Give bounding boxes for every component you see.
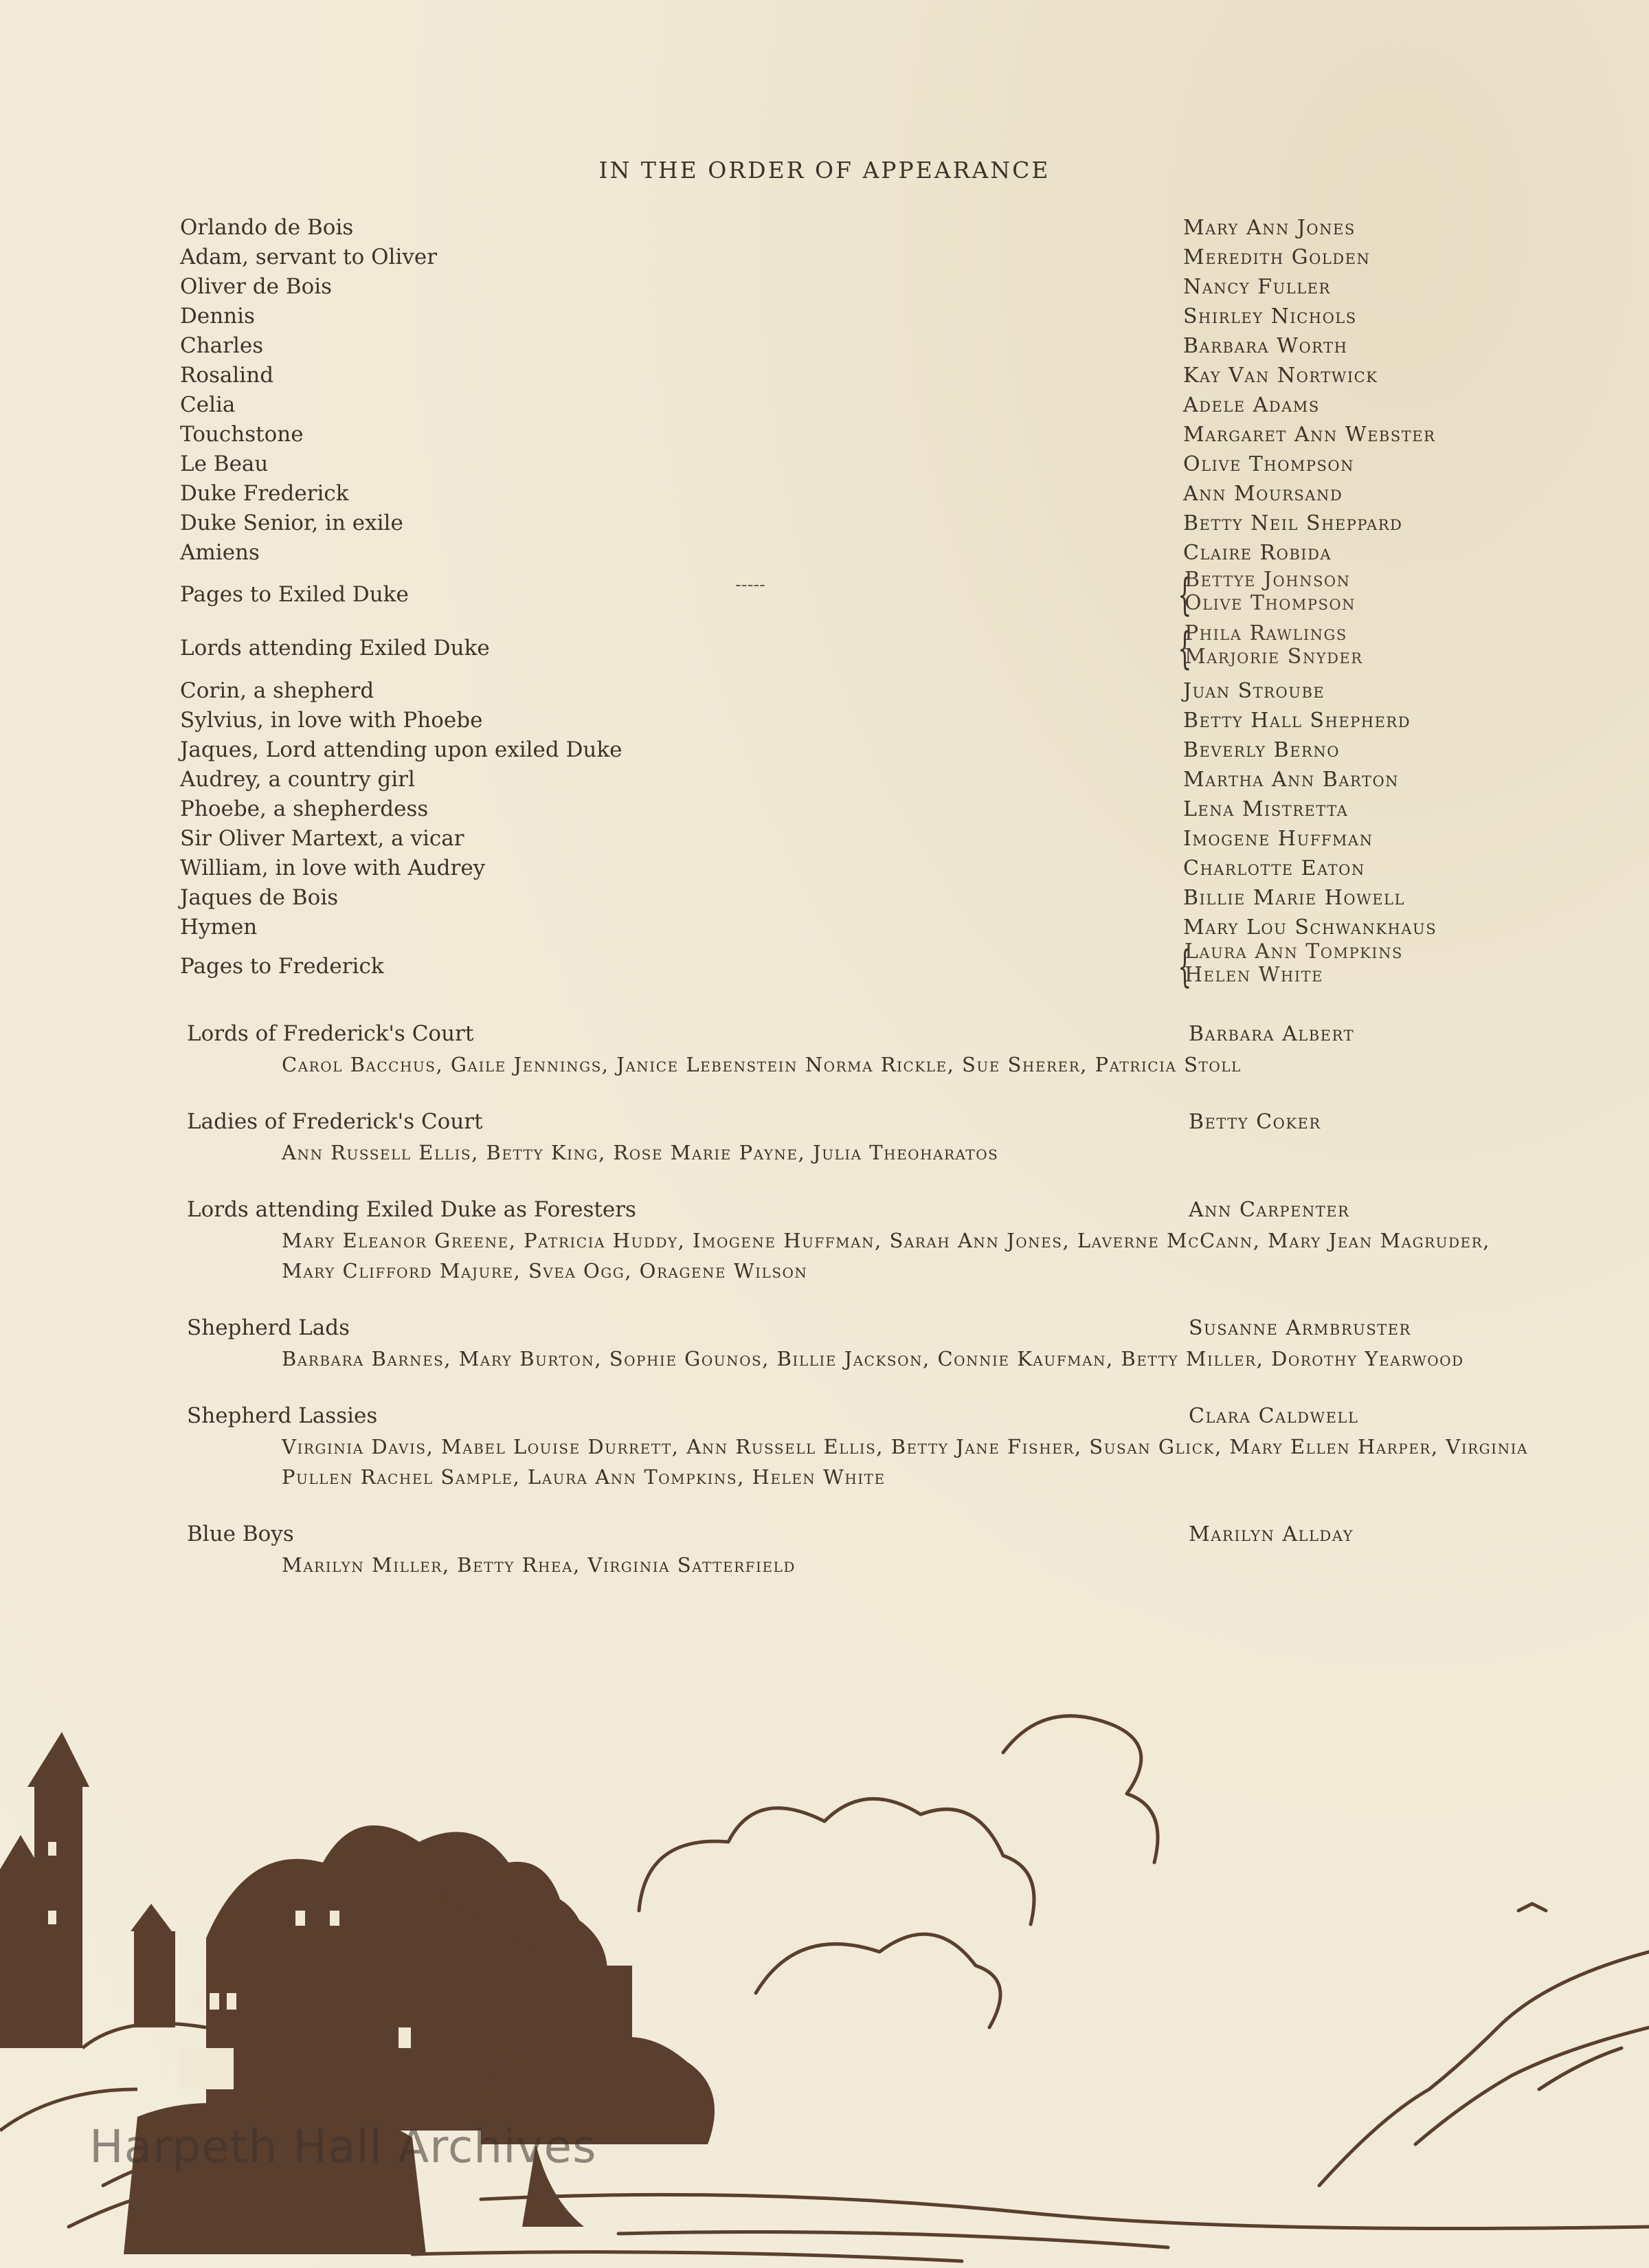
cast-group-pages-frederick [0,942,1649,992]
actor-name: Juan Stroube [1183,679,1325,703]
brace-mark: { [1178,942,1192,992]
role-label: Oliver de Bois [180,274,333,299]
cast-row [0,883,1649,913]
role-label: Amiens [180,540,260,565]
cast-section-secondary [0,676,1649,942]
role-label: Lords attending Exiled Duke [180,636,490,660]
ensemble-header [0,1019,1649,1049]
cast-section-principal [0,213,1649,568]
actor-name: Betty Hall Shepherd [1183,709,1411,733]
ensemble-members: Mary Eleanor Greene, Patricia Huddy, Imogene Huffman, Sarah Ann Jones, Laverne McCann, Mary Jean Magruder, Mary Clifford Majure, Svea Ogg, Oragene Wilson [282,1229,1490,1282]
role-label: Pages to Exiled Duke [180,582,409,607]
cast-row [0,331,1649,361]
actor-name: Lena Mistretta [1183,797,1349,821]
actor-name: Ann Carpenter [1189,1198,1350,1222]
actor-name: Margaret Ann Webster [1183,423,1436,447]
cast-row [0,213,1649,243]
role-label: Lords of Frederick's Court [187,1021,474,1046]
role-label: Orlando de Bois [180,215,354,240]
actor-name: Olive Thompson [1183,452,1355,476]
actor-name: Clara Caldwell [1189,1404,1359,1428]
actor-name: Laura Ann Tompkins [1185,940,1403,964]
ensemble-members: Marilyn Miller, Betty Rhea, Virginia Satterfield [282,1553,796,1577]
role-label: Jaques, Lord attending upon exiled Duke [180,737,622,762]
cast-group-pages-exiled: Pages to Exiled Duke ----- { Bettye Johnson Olive Thompson [180,568,1356,621]
role-label: Corin, a shepherd [180,678,374,703]
actor-name: Kay Van Nortwick [1183,364,1378,388]
cast-row [0,509,1649,538]
brace-mark: { [1178,623,1192,674]
actor-name: Susanne Armbruster [1189,1316,1411,1340]
role-label: Shepherd Lads [187,1315,350,1340]
role-label: Duke Frederick [180,481,349,506]
ensemble-group [0,1195,1649,1286]
actor-name: Betty Coker [1189,1110,1321,1134]
cast-row [0,765,1649,794]
cast-group-lords-exiled [0,621,1649,674]
ensemble-header [0,1195,1649,1225]
ensemble-group [0,1313,1649,1374]
cast-row [0,272,1649,302]
cast-row [0,854,1649,883]
cast-row [0,676,1649,706]
ensemble-members: Ann Russell Ellis, Betty King, Rose Marie Payne, Julia Theoharatos [282,1141,999,1164]
cast-row [0,794,1649,824]
cast-row [0,538,1649,568]
actor-name: Imogene Huffman [1183,827,1373,851]
castle-landscape-illustration [0,1704,1649,2268]
ensemble-group [0,1019,1649,1080]
actor-name: Nancy Fuller [1183,275,1331,299]
ensemble-group [0,1107,1649,1168]
actor-name: Bettye Johnson [1185,568,1351,592]
role-label: Sir Oliver Martext, a vicar [180,826,464,851]
role-label: Adam, servant to Oliver [180,245,438,269]
actor-name: Shirley Nichols [1183,304,1357,329]
ensemble-members: Virginia Davis, Mabel Louise Durrett, Ann Russell Ellis, Betty Jane Fisher, Susan Glick, Mary Ellen Harper, Virginia Pullen Rachel Sample, Laura Ann Tompkins, Helen White [282,1435,1528,1489]
ensemble-header [0,1313,1649,1344]
role-label: Shepherd Lassies [187,1403,378,1428]
role-label: Touchstone [180,422,304,447]
role-label: Blue Boys [187,1522,294,1546]
role-label: Dennis [180,304,255,329]
cast-list [0,213,1649,1580]
actor-name: Barbara Albert [1189,1022,1354,1046]
actor-name: Ann Moursand [1183,482,1343,506]
actor-name: Mary Ann Jones [1183,216,1356,240]
ensemble-header [0,1107,1649,1137]
actor-name: Mary Lou Schwankhaus [1183,915,1437,940]
cast-row [0,390,1649,420]
cast-row [0,479,1649,509]
role-label: William, in love with Audrey [180,856,486,880]
role-label: Rosalind [180,363,274,388]
archive-watermark: Harpeth Hall Archives [89,2120,597,2173]
actor-name: Billie Marie Howell [1183,886,1405,910]
actor-name: Barbara Worth [1183,334,1348,358]
ensemble-list [0,1019,1649,1580]
cast-row [0,243,1649,272]
role-label: Charles [180,333,264,358]
actor-name: Beverly Berno [1183,738,1340,762]
ensemble-members: Carol Bacchus, Gaile Jennings, Janice Lebenstein Norma Rickle, Sue Sherer, Patricia Stoll [282,1053,1242,1076]
actor-name: Betty Neil Sheppard [1183,511,1403,535]
role-label: Celia [180,392,236,417]
actor-name: Marjorie Snyder [1185,645,1363,669]
ensemble-header [0,1520,1649,1550]
role-label: Ladies of Frederick's Court [187,1109,483,1134]
page-heading: IN THE ORDER OF APPEARANCE [598,157,1051,184]
ensemble-group [0,1401,1649,1492]
brace-mark: { [1178,570,1192,621]
ensemble-group [0,1520,1649,1580]
cast-row [0,706,1649,735]
actor-name: Martha Ann Barton [1183,768,1400,792]
actor-name: Claire Robida [1183,541,1332,565]
role-label: Le Beau [180,452,269,476]
role-label: Hymen [180,915,258,940]
ensemble-members: Barbara Barnes, Mary Burton, Sophie Gounos, Billie Jackson, Connie Kaufman, Betty Miller, Dorothy Yearwood [282,1347,1464,1370]
actor-name: Adele Adams [1183,393,1320,417]
actor-name: Phila Rawlings [1185,621,1347,645]
role-label: Phoebe, a shepherdess [180,797,429,821]
cast-row [0,361,1649,390]
actor-name: Charlotte Eaton [1183,856,1365,880]
actor-name: Meredith Golden [1183,245,1371,269]
cast-row [0,824,1649,854]
actor-name: Marilyn Allday [1189,1522,1354,1546]
cast-row [0,449,1649,479]
ensemble-header [0,1401,1649,1432]
role-label: Duke Senior, in exile [180,511,403,535]
cast-row [0,735,1649,765]
actor-name: Helen White [1185,963,1323,987]
cast-row [0,302,1649,331]
role-label: Pages to Frederick [180,954,384,979]
cast-row [0,913,1649,942]
actor-name: Olive Thompson [1185,591,1356,615]
role-label: Audrey, a country girl [180,767,415,792]
cast-row [0,420,1649,449]
role-label: Sylvius, in love with Phoebe [180,708,483,733]
role-label: Jaques de Bois [180,885,339,910]
role-label: Lords attending Exiled Duke as Foresters [187,1197,636,1222]
